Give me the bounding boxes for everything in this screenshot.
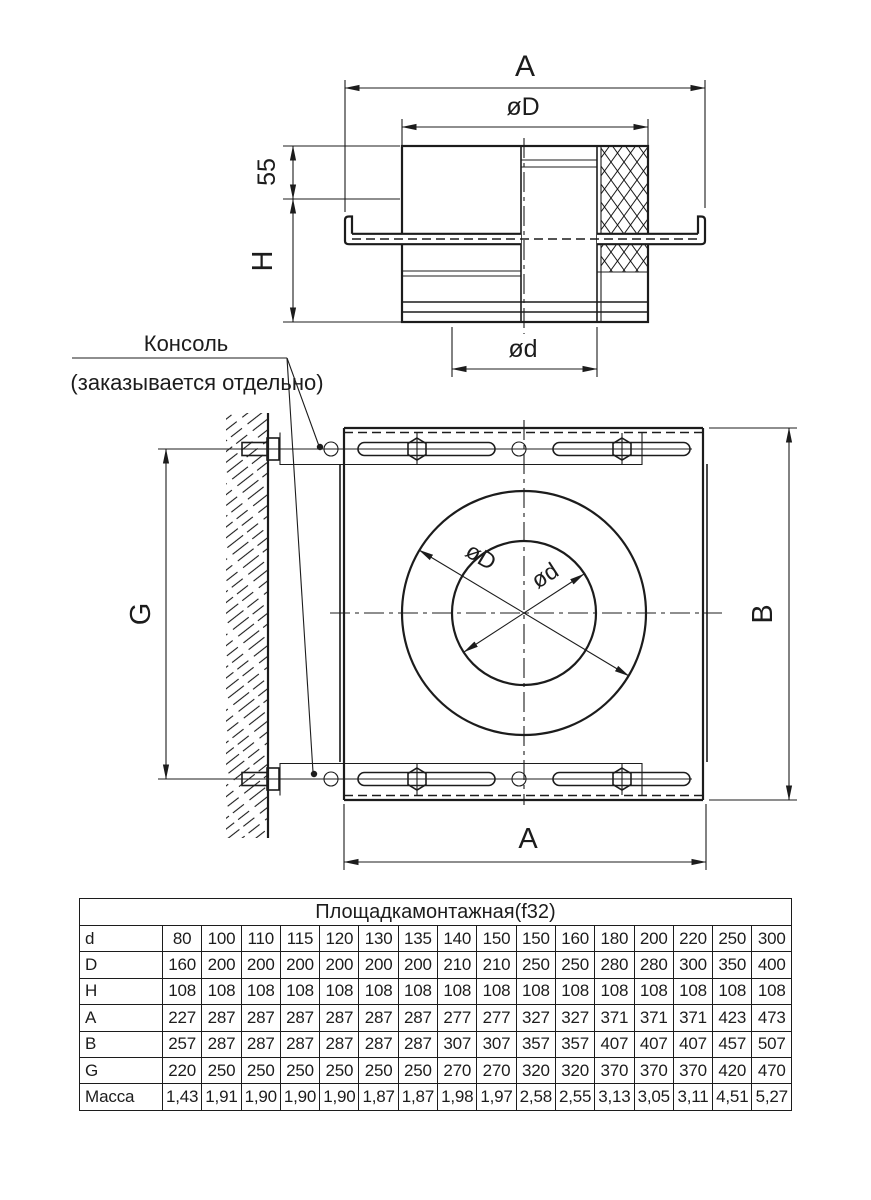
table-cell: 287 [320,1005,359,1031]
callout-line2: (заказывается отдельно) [70,370,324,395]
row-label: A [80,1005,163,1031]
dimension-g [125,449,166,779]
table-cell: 108 [595,978,634,1004]
table-cell: 457 [713,1031,752,1057]
table-cell: 507 [752,1031,792,1057]
table-cell: 108 [320,978,359,1004]
table-cell: 250 [398,1057,437,1083]
table-cell: 200 [398,952,437,978]
table-cell: 287 [359,1005,398,1031]
table-cell: 108 [713,978,752,1004]
table-cell: 3,11 [673,1084,712,1110]
table-cell: 270 [438,1057,477,1083]
table-cell: 108 [359,978,398,1004]
row-label: D [80,952,163,978]
table-row-H [80,978,792,1004]
table-cell: 370 [595,1057,634,1083]
table-cell: 108 [241,978,280,1004]
table-cell: 120 [320,926,359,952]
dim-label-g: G [125,602,157,626]
insulation-hatch-upper [601,146,648,234]
table-cell: 370 [634,1057,673,1083]
table-cell: 350 [713,952,752,978]
table-cell: 287 [280,1031,319,1057]
table-cell: 320 [555,1057,594,1083]
table-cell: 250 [713,926,752,952]
table-cell: 108 [673,978,712,1004]
table-cell: 400 [752,952,792,978]
dimension-a-bottom [344,804,706,870]
table-cell: 210 [477,952,516,978]
plan-label-diaD: øD [461,537,501,576]
table-cell: 108 [752,978,792,1004]
table-cell: 210 [438,952,477,978]
table-cell: 3,13 [595,1084,634,1110]
table-cell: 1,87 [398,1084,437,1110]
row-label: d [80,926,163,952]
table-cell: 357 [555,1031,594,1057]
table-row-d [80,926,792,952]
table-cell: 1,90 [320,1084,359,1110]
table-cell: 287 [241,1005,280,1031]
table-cell: 200 [634,926,673,952]
table-title: Площадкамонтажная(f32) [80,899,792,926]
table-cell: 80 [163,926,202,952]
row-label: G [80,1057,163,1083]
dimension-55 [253,146,400,199]
table-cell: 270 [477,1057,516,1083]
table-cell: 150 [516,926,555,952]
table-cell: 220 [673,926,712,952]
table-cell: 250 [320,1057,359,1083]
table-cell: 287 [202,1031,241,1057]
plan-view [70,331,797,870]
table-cell: 1,43 [163,1084,202,1110]
table-cell: 160 [555,926,594,952]
table-cell: 423 [713,1005,752,1031]
table-cell: 200 [359,952,398,978]
table-cell: 1,90 [241,1084,280,1110]
table-cell: 357 [516,1031,555,1057]
table-cell: 108 [202,978,241,1004]
table-cell: 300 [673,952,712,978]
table-cell: 287 [359,1031,398,1057]
table-cell: 200 [280,952,319,978]
wall-hatch [226,413,268,838]
table-cell: 2,58 [516,1084,555,1110]
table-cell: 108 [555,978,594,1004]
table-cell: 287 [320,1031,359,1057]
table-cell: 250 [202,1057,241,1083]
dim-label-h: H [247,250,279,272]
table-cell: 287 [398,1031,437,1057]
callout-line1: Консоль [143,331,229,356]
dim-label-55: 55 [253,158,281,186]
table-cell: 250 [516,952,555,978]
table-cell: 180 [595,926,634,952]
top-view [247,50,705,377]
table-cell: 108 [516,978,555,1004]
table-row-D [80,952,792,978]
table-cell: 277 [477,1005,516,1031]
table-cell: 200 [202,952,241,978]
table-cell: 1,87 [359,1084,398,1110]
table-cell: 108 [280,978,319,1004]
table-cell: 407 [634,1031,673,1057]
table-cell: 108 [438,978,477,1004]
leader-dot [317,444,323,450]
table-cell: 110 [241,926,280,952]
dim-label-a2: A [518,823,538,855]
table-cell: 371 [595,1005,634,1031]
table-cell: 250 [280,1057,319,1083]
plan-label-diad: ød [526,557,563,594]
table-cell: 135 [398,926,437,952]
dimension-b [709,428,797,800]
table-cell: 257 [163,1031,202,1057]
table-cell: 108 [634,978,673,1004]
table-row-Масса [80,1084,792,1110]
table-cell: 277 [438,1005,477,1031]
table-cell: 320 [516,1057,555,1083]
dimension-diad-top [452,327,597,377]
dim-label-a: A [514,50,536,83]
leader-dot [311,771,317,777]
table-cell: 300 [752,926,792,952]
table-cell: 327 [516,1005,555,1031]
table-cell: 250 [241,1057,280,1083]
row-label: Масса [80,1084,163,1110]
dimension-a-top [345,50,705,212]
dimension-diaD-top [402,93,648,146]
table-cell: 420 [713,1057,752,1083]
spec-table-body [80,899,792,1111]
table-cell: 1,90 [280,1084,319,1110]
table-cell: 140 [438,926,477,952]
table-cell: 250 [359,1057,398,1083]
table-cell: 160 [163,952,202,978]
table-cell: 108 [398,978,437,1004]
table-cell: 1,91 [202,1084,241,1110]
table-title-row [80,899,792,926]
table-cell: 307 [438,1031,477,1057]
table-cell: 371 [634,1005,673,1031]
table-cell: 370 [673,1057,712,1083]
table-cell: 2,55 [555,1084,594,1110]
table-cell: 280 [634,952,673,978]
table-cell: 130 [359,926,398,952]
table-cell: 108 [477,978,516,1004]
dim-label-diaD: øD [506,93,540,121]
table-cell: 473 [752,1005,792,1031]
table-row-A [80,1005,792,1031]
dim-label-b: B [747,604,779,624]
table-cell: 1,98 [438,1084,477,1110]
row-label: B [80,1031,163,1057]
table-cell: 407 [595,1031,634,1057]
table-cell: 287 [398,1005,437,1031]
console-callout [70,331,323,777]
spec-table-grid [79,898,792,1111]
table-cell: 307 [477,1031,516,1057]
table-cell: 200 [241,952,280,978]
table-cell: 227 [163,1005,202,1031]
table-cell: 108 [163,978,202,1004]
table-row-B [80,1031,792,1057]
insulation-hatch-lower [601,244,648,272]
table-cell: 3,05 [634,1084,673,1110]
spec-table [79,898,792,1111]
table-cell: 287 [241,1031,280,1057]
row-label: H [80,978,163,1004]
table-cell: 5,27 [752,1084,792,1110]
table-cell: 407 [673,1031,712,1057]
table-cell: 220 [163,1057,202,1083]
table-cell: 250 [555,952,594,978]
table-cell: 100 [202,926,241,952]
table-cell: 1,97 [477,1084,516,1110]
table-cell: 4,51 [713,1084,752,1110]
table-cell: 115 [280,926,319,952]
table-cell: 371 [673,1005,712,1031]
table-row-G [80,1057,792,1083]
table-cell: 287 [202,1005,241,1031]
dim-label-diad: ød [508,335,538,363]
table-cell: 470 [752,1057,792,1083]
table-cell: 150 [477,926,516,952]
table-cell: 327 [555,1005,594,1031]
table-cell: 200 [320,952,359,978]
table-cell: 280 [595,952,634,978]
table-cell: 287 [280,1005,319,1031]
